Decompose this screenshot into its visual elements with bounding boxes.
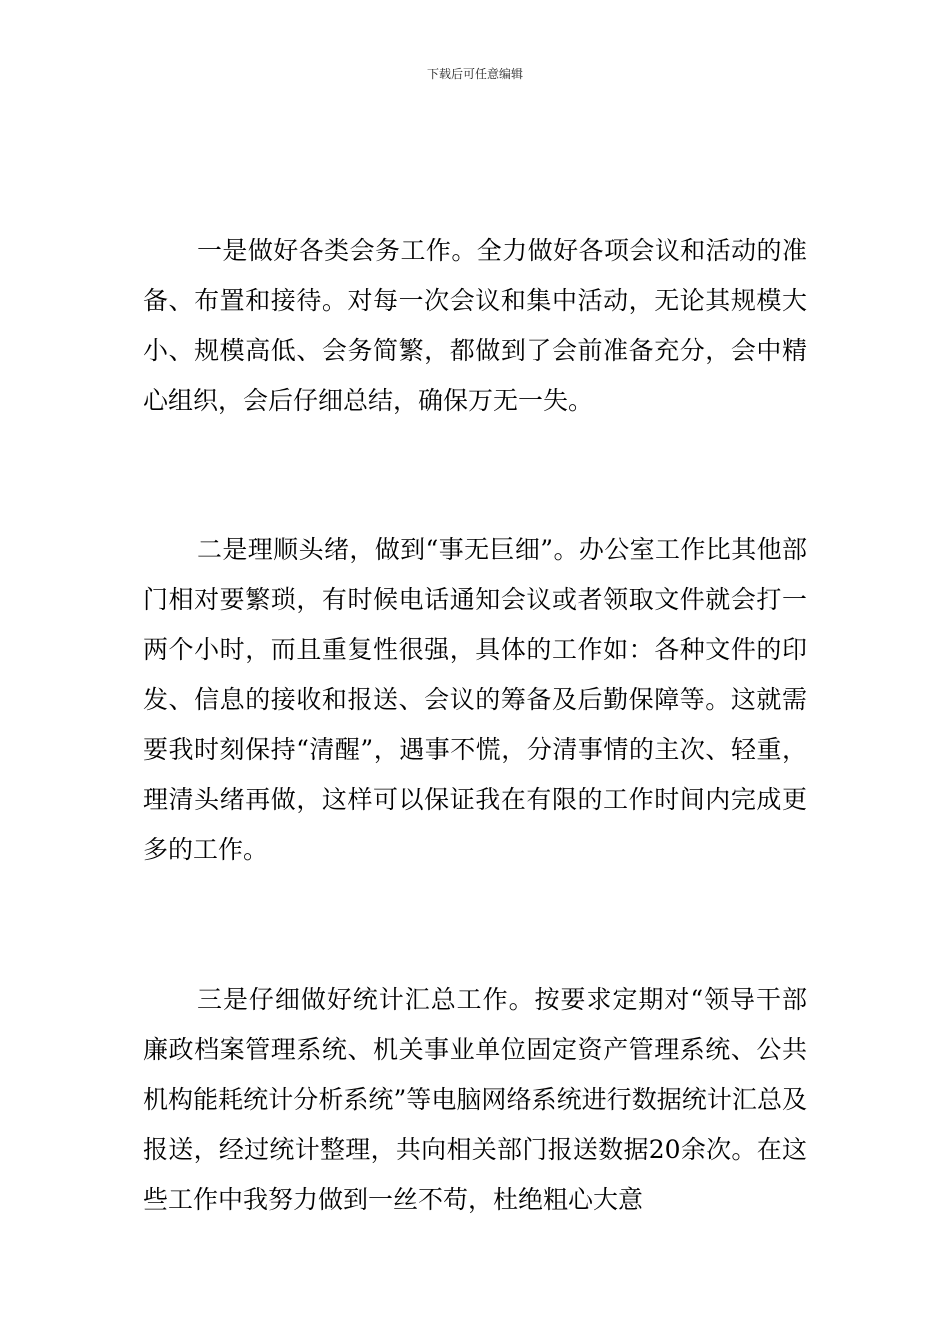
paragraph-meeting-affairs: 一是做好各类会务工作。全力做好各项会议和活动的准备、布置和接待。对每一次会议和集中活动，无论其规模大小、规模高低、会务简繁，都做到了会前准备充分，会中精心组织，会后仔细总结，确保万无一失。 [143, 236, 807, 415]
paragraph-sort-out-threads: 二是理顺头绪，做到“事无巨细”。办公室工作比其他部门相对要繁琐，有时候电话通知会议或者领取文件就会打一两个小时，而且重复性很强，具体的工作如：各种文件的印发、信息的接收和报送、会议的筹备及后勤保障等。这就需要我时刻保持“清醒”，遇事不慌，分清事情的主次、轻重，理清头绪再做，这样可以保证我在有限的工作时间内完成更多的工作。 [143, 535, 807, 864]
paragraph-statistics-summary: 三是仔细做好统计汇总工作。按要求定期对“领导干部廉政档案管理系统、机关事业单位固定资产管理系统、公共机构能耗统计分析系统”等电脑网络系统进行数据统计汇总及报送，经过统计整理，共向相关部门报送数据20余次。在这些工作中我努力做到一丝不苟，杜绝粗心大意 [143, 985, 807, 1214]
page-header: 下载后可任意编辑 [426, 67, 523, 81]
